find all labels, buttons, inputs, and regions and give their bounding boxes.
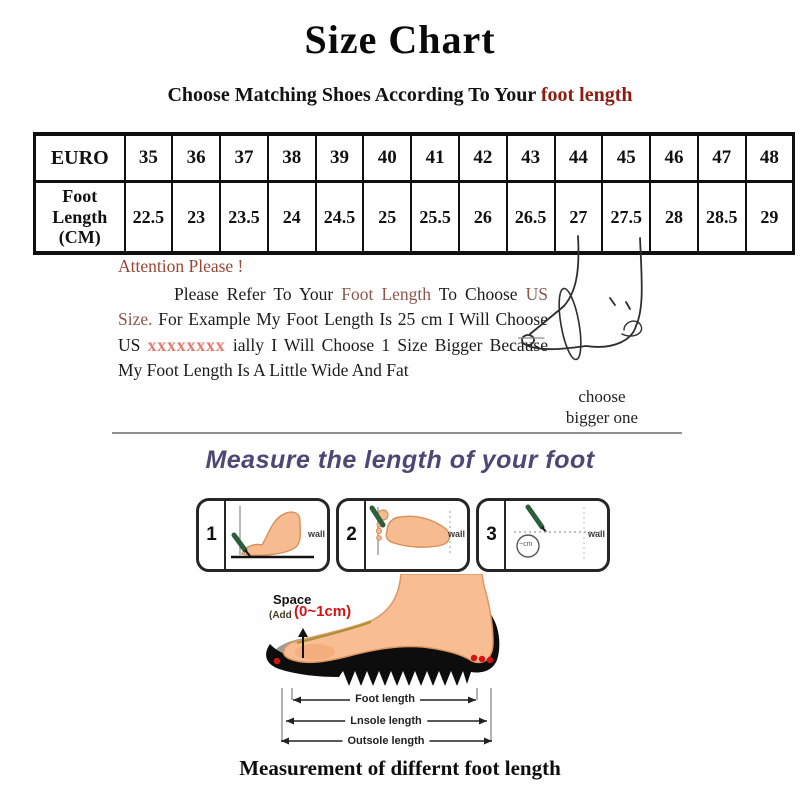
table-cell: 24 <box>268 182 316 254</box>
table-cell: 23 <box>172 182 220 254</box>
table-cell: 38 <box>268 134 316 182</box>
table-cell: 26 <box>459 182 507 254</box>
measure-heading: Measure the length of your foot <box>205 446 595 474</box>
subtitle <box>0 84 800 107</box>
step-number: 2 <box>339 501 366 569</box>
foot-length-label: Foot length <box>350 693 420 705</box>
attention-us-size: US Size. <box>118 283 548 329</box>
step-number: 1 <box>199 501 226 569</box>
add-label: (Add <box>269 610 292 621</box>
section-divider <box>112 432 682 434</box>
measurement-steps <box>196 498 610 572</box>
table-cell: 36 <box>172 134 220 182</box>
sketch-note-line1: choose <box>578 387 626 406</box>
step-panel-2 <box>336 498 470 572</box>
table-cell: 47 <box>698 134 746 182</box>
table-cell: 26.5 <box>507 182 555 254</box>
subtitle-accent: foot length <box>540 84 633 106</box>
table-cell: 42 <box>459 134 507 182</box>
wall-label: wall <box>447 529 465 539</box>
table-cell: 25.5 <box>411 182 459 254</box>
table-row-euro <box>35 134 794 182</box>
sketch-note <box>540 386 664 428</box>
table-cell: 40 <box>363 134 411 182</box>
table-cell: 29 <box>746 182 794 254</box>
subtitle-text: Choose Matching Shoes According To Your <box>167 84 536 106</box>
table-cell: 23.5 <box>220 182 268 254</box>
table-cell: 28.5 <box>698 182 746 254</box>
attention-text: Please Refer To Your <box>174 283 342 304</box>
attention-paragraph <box>118 282 548 384</box>
attention-strikeout: xxxxxxxx <box>147 334 226 355</box>
attention-text: To Choose <box>431 283 526 304</box>
sketch-note-line2: bigger one <box>565 408 639 427</box>
step-panel-1 <box>196 498 330 572</box>
wall-label: wall <box>307 529 325 539</box>
foot-sketch-illustration <box>518 234 703 374</box>
attention-note <box>118 254 548 384</box>
range-label: (0~1cm) <box>294 603 352 620</box>
table-cell: 48 <box>746 134 794 182</box>
attention-heading: Attention Please ! <box>118 256 244 276</box>
row-header-euro: EURO <box>35 134 125 182</box>
table-cell: 25 <box>363 182 411 254</box>
table-cell: 27 <box>555 182 603 254</box>
table-cell: 41 <box>411 134 459 182</box>
table-cell: 22.5 <box>125 182 173 254</box>
bottom-caption: Measurement of differnt foot length <box>239 756 561 780</box>
row-header-foot-length: Foot Length (CM) <box>35 182 125 254</box>
table-cell: 28 <box>650 182 698 254</box>
table-cell: 46 <box>650 134 698 182</box>
table-cell: 35 <box>125 134 173 182</box>
table-cell: 39 <box>316 134 364 182</box>
table-cell: 37 <box>220 134 268 182</box>
attention-foot-length: Foot Length <box>341 283 432 304</box>
page-title: Size Chart <box>304 17 496 62</box>
cm-circle-label: ~cm <box>519 541 533 548</box>
attention-text: For Example My Foot Length Is 25 cm I Will Choose US <box>118 309 548 355</box>
step-number: 3 <box>479 501 506 569</box>
attention-text: ially I Will Choose 1 Size Bigger Because My Foot Length Is A Little Wide And Fat <box>118 334 548 380</box>
insole-length-label: Lnsole length <box>345 715 427 727</box>
table-cell: 27.5 <box>602 182 650 254</box>
table-cell: 43 <box>507 134 555 182</box>
step-panel-3 <box>476 498 610 572</box>
table-cell: 44 <box>555 134 603 182</box>
table-cell: 24.5 <box>316 182 364 254</box>
outsole-length-label: Outsole length <box>343 735 430 747</box>
table-cell: 45 <box>602 134 650 182</box>
space-label: Space <box>273 592 312 607</box>
wall-label: wall <box>587 529 605 539</box>
